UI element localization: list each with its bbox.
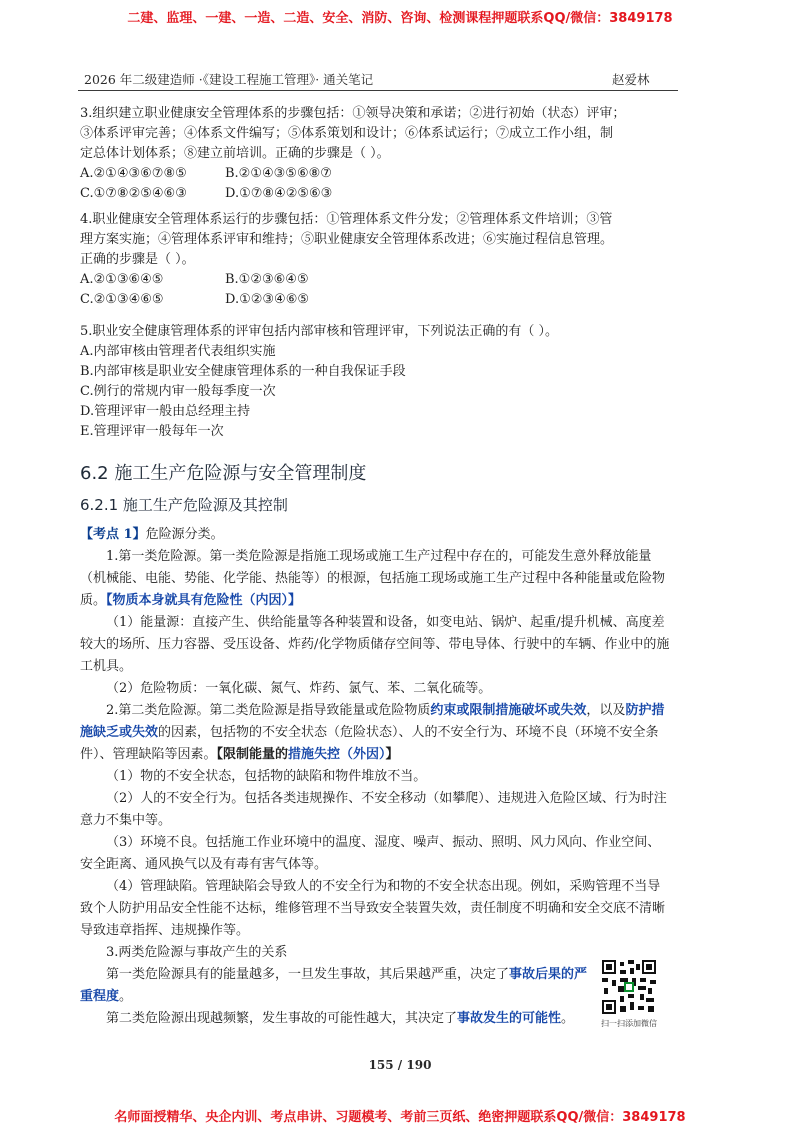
option-c: C.①⑦⑧②⑤④⑥③ [80, 186, 187, 201]
key-point-heading [80, 524, 670, 546]
paragraph-text: 的因素，包括物的不安全状态（危险状态）、人的不安全行为、环境不良（环境不安全条件）、管理缺陷等因素。 [80, 725, 659, 762]
running-header-author: 赵爱林 [612, 72, 650, 87]
emphasis-text: 事故发生的可能性 [457, 1011, 562, 1026]
page-content [80, 104, 670, 1030]
question-stem-line: 4.职业健康安全管理体系运行的步骤包括：①管理体系文件分发；②管理体系文件培训；③管 [80, 212, 613, 227]
paragraph-text: 第一类危险源具有的能量越多，一旦发生事故，其后果越严重，决定了 [106, 967, 510, 982]
running-header-title: 2026 年二级建造师 ·《建设工程施工管理》· 通关笔记 [84, 72, 374, 87]
option-a: A.②①③⑥④⑤ [80, 272, 164, 287]
question-stem-line: 5.职业安全健康管理体系的评审包括内部审核和管理评审，下列说法正确的有（ ）。 [80, 324, 559, 339]
page-number: 155 / 190 [368, 1058, 432, 1072]
question-stem-line: 理方案实施；④管理体系评审和维持；⑤职业健康安全管理体系改进；⑥实施过程信息管理。 [80, 232, 614, 247]
paragraph: （4）管理缺陷。管理缺陷会导致人的不安全行为和物的不安全状态出现。例如，采购管理不当导致个人防护用品安全性能不达标，维修管理不当导致安全装置失效，责任制度不明确和安全交底不清晰导致违章指挥、违规操作等。 [80, 879, 666, 938]
question-stem-line: 正确的步骤是（ ）。 [80, 252, 195, 267]
qr-code-icon [600, 958, 658, 1016]
header-divider [78, 90, 678, 91]
emphasis-text: 防护措施缺乏或失效 [80, 703, 665, 740]
paragraph-text: 第二类危险源出现越频繁，发生事故的可能性越大，其决定了 [106, 1011, 458, 1026]
option-row [80, 164, 670, 184]
emphasis-text: 措施失控（外因） [288, 747, 386, 762]
paragraph: （3）环境不良。包括施工作业环境中的温度、湿度、噪声、振动、照明、风力风向、作业空间、安全距离、通风换气以及有毒有害气体等。 [80, 835, 661, 872]
option-d: D.①⑦⑧④②⑤⑥③ [225, 186, 333, 201]
emphasis-text: 约束或限制措施破坏或失效 [430, 703, 587, 718]
option-e: E.管理评审一般每年一次 [80, 424, 224, 439]
option-b: B.内部审核是职业安全健康管理体系的一种自我保证手段 [80, 364, 406, 379]
paragraph-text: 】 [385, 747, 399, 762]
paragraph: （2）危险物质：一氧化碳、氮气、炸药、氯气、苯、二氧化硫等。 [106, 681, 492, 696]
paragraph [80, 546, 670, 612]
paragraph [80, 1008, 670, 1030]
emphasis-text: 事故后果的严重程度 [80, 967, 588, 1004]
question-5 [80, 322, 670, 442]
paragraph-text: 【限制能量的 [216, 747, 289, 762]
option-d: D.管理评审一般由总经理主持 [80, 404, 251, 419]
key-point-label: 【考点 1】 [80, 527, 146, 542]
paragraph-text: ，以及 [586, 703, 626, 718]
option-b: B.②①④③⑤⑥⑧⑦ [225, 166, 332, 181]
bottom-banner: 名师面授精华、央企内训、考点串讲、习题模考、考前三页纸、绝密押题联系QQ/微信：3849178 [114, 1110, 686, 1125]
paragraph: 3.两类危险源与事故产生的关系 [106, 945, 288, 960]
option-row [80, 184, 670, 204]
option-row [80, 270, 670, 290]
paragraph-text: 2.第二类危险源。第二类危险源是指导致能量或危险物质 [106, 703, 431, 718]
option-b: B.①②③⑥④⑤ [225, 272, 309, 287]
option-a: A.内部审核由管理者代表组织实施 [80, 344, 276, 359]
option-c: C.例行的常规内审一般每季度一次 [80, 384, 276, 399]
paragraph-text: 。 [119, 989, 133, 1004]
top-banner: 二建、监理、一建、一造、二造、安全、消防、咨询、检测课程押题联系QQ/微信：3849178 [127, 11, 673, 26]
qr-caption: 扫一扫添加微信 [601, 1019, 657, 1028]
paragraph: （2）人的不安全行为。包括各类违规操作、不安全移动（如攀爬）、违规进入危险区域、行为时注意力不集中等。 [80, 791, 667, 828]
question-stem-line: 定总体计划体系；⑧建立前培训。正确的步骤是（ ）。 [80, 146, 390, 161]
question-stem-line: ③体系评审完善；④体系文件编写；⑤体系策划和设计；⑥体系试运行；⑦成立工作小组，制 [80, 126, 614, 141]
paragraph: （1）能量源：直接产生、供给能量等各种装置和设备，如变电站、锅炉、起重/提升机械、高度差较大的场所、压力容器、受压设备、炸药/化学物质储存空间等、带电导体、行驶中的车辆、作业中的施工机具。 [80, 615, 670, 674]
subsection-heading: 6.2.1 施工生产危险源及其控制 [80, 496, 288, 514]
section-heading: 6.2 施工生产危险源与安全管理制度 [80, 463, 367, 484]
paragraph-text: 。 [561, 1011, 575, 1026]
option-a: A.②①④③⑥⑦⑧⑤ [80, 166, 187, 181]
option-row [80, 290, 670, 310]
option-c: C.②①③④⑥⑤ [80, 292, 164, 307]
question-4 [80, 210, 670, 310]
paragraph-text: 1.第一类危险源。第一类危险源是指施工现场或施工生产过程中存在的，可能发生意外释放能量（机械能、电能、势能、化学能、热能等）的根源，包括施工现场或施工生产过程中各种能量或危险物质。 [80, 549, 666, 608]
paragraph: （1）物的不安全状态，包括物的缺陷和物件堆放不当。 [106, 769, 427, 784]
option-d: D.①②③④⑥⑤ [225, 292, 310, 307]
question-3 [80, 104, 670, 204]
emphasis-text: 【物质本身就具有危险性（内因）】 [106, 593, 302, 608]
question-stem-line: 3.组织建立职业健康安全管理体系的步骤包括：①领导决策和承诺；②进行初始（状态）评审； [80, 106, 626, 121]
body-text [80, 546, 670, 1030]
wechat-qr-code [594, 958, 664, 1030]
paragraph [80, 964, 670, 1008]
key-point-title: 危险源分类。 [145, 527, 224, 542]
paragraph [80, 700, 670, 766]
